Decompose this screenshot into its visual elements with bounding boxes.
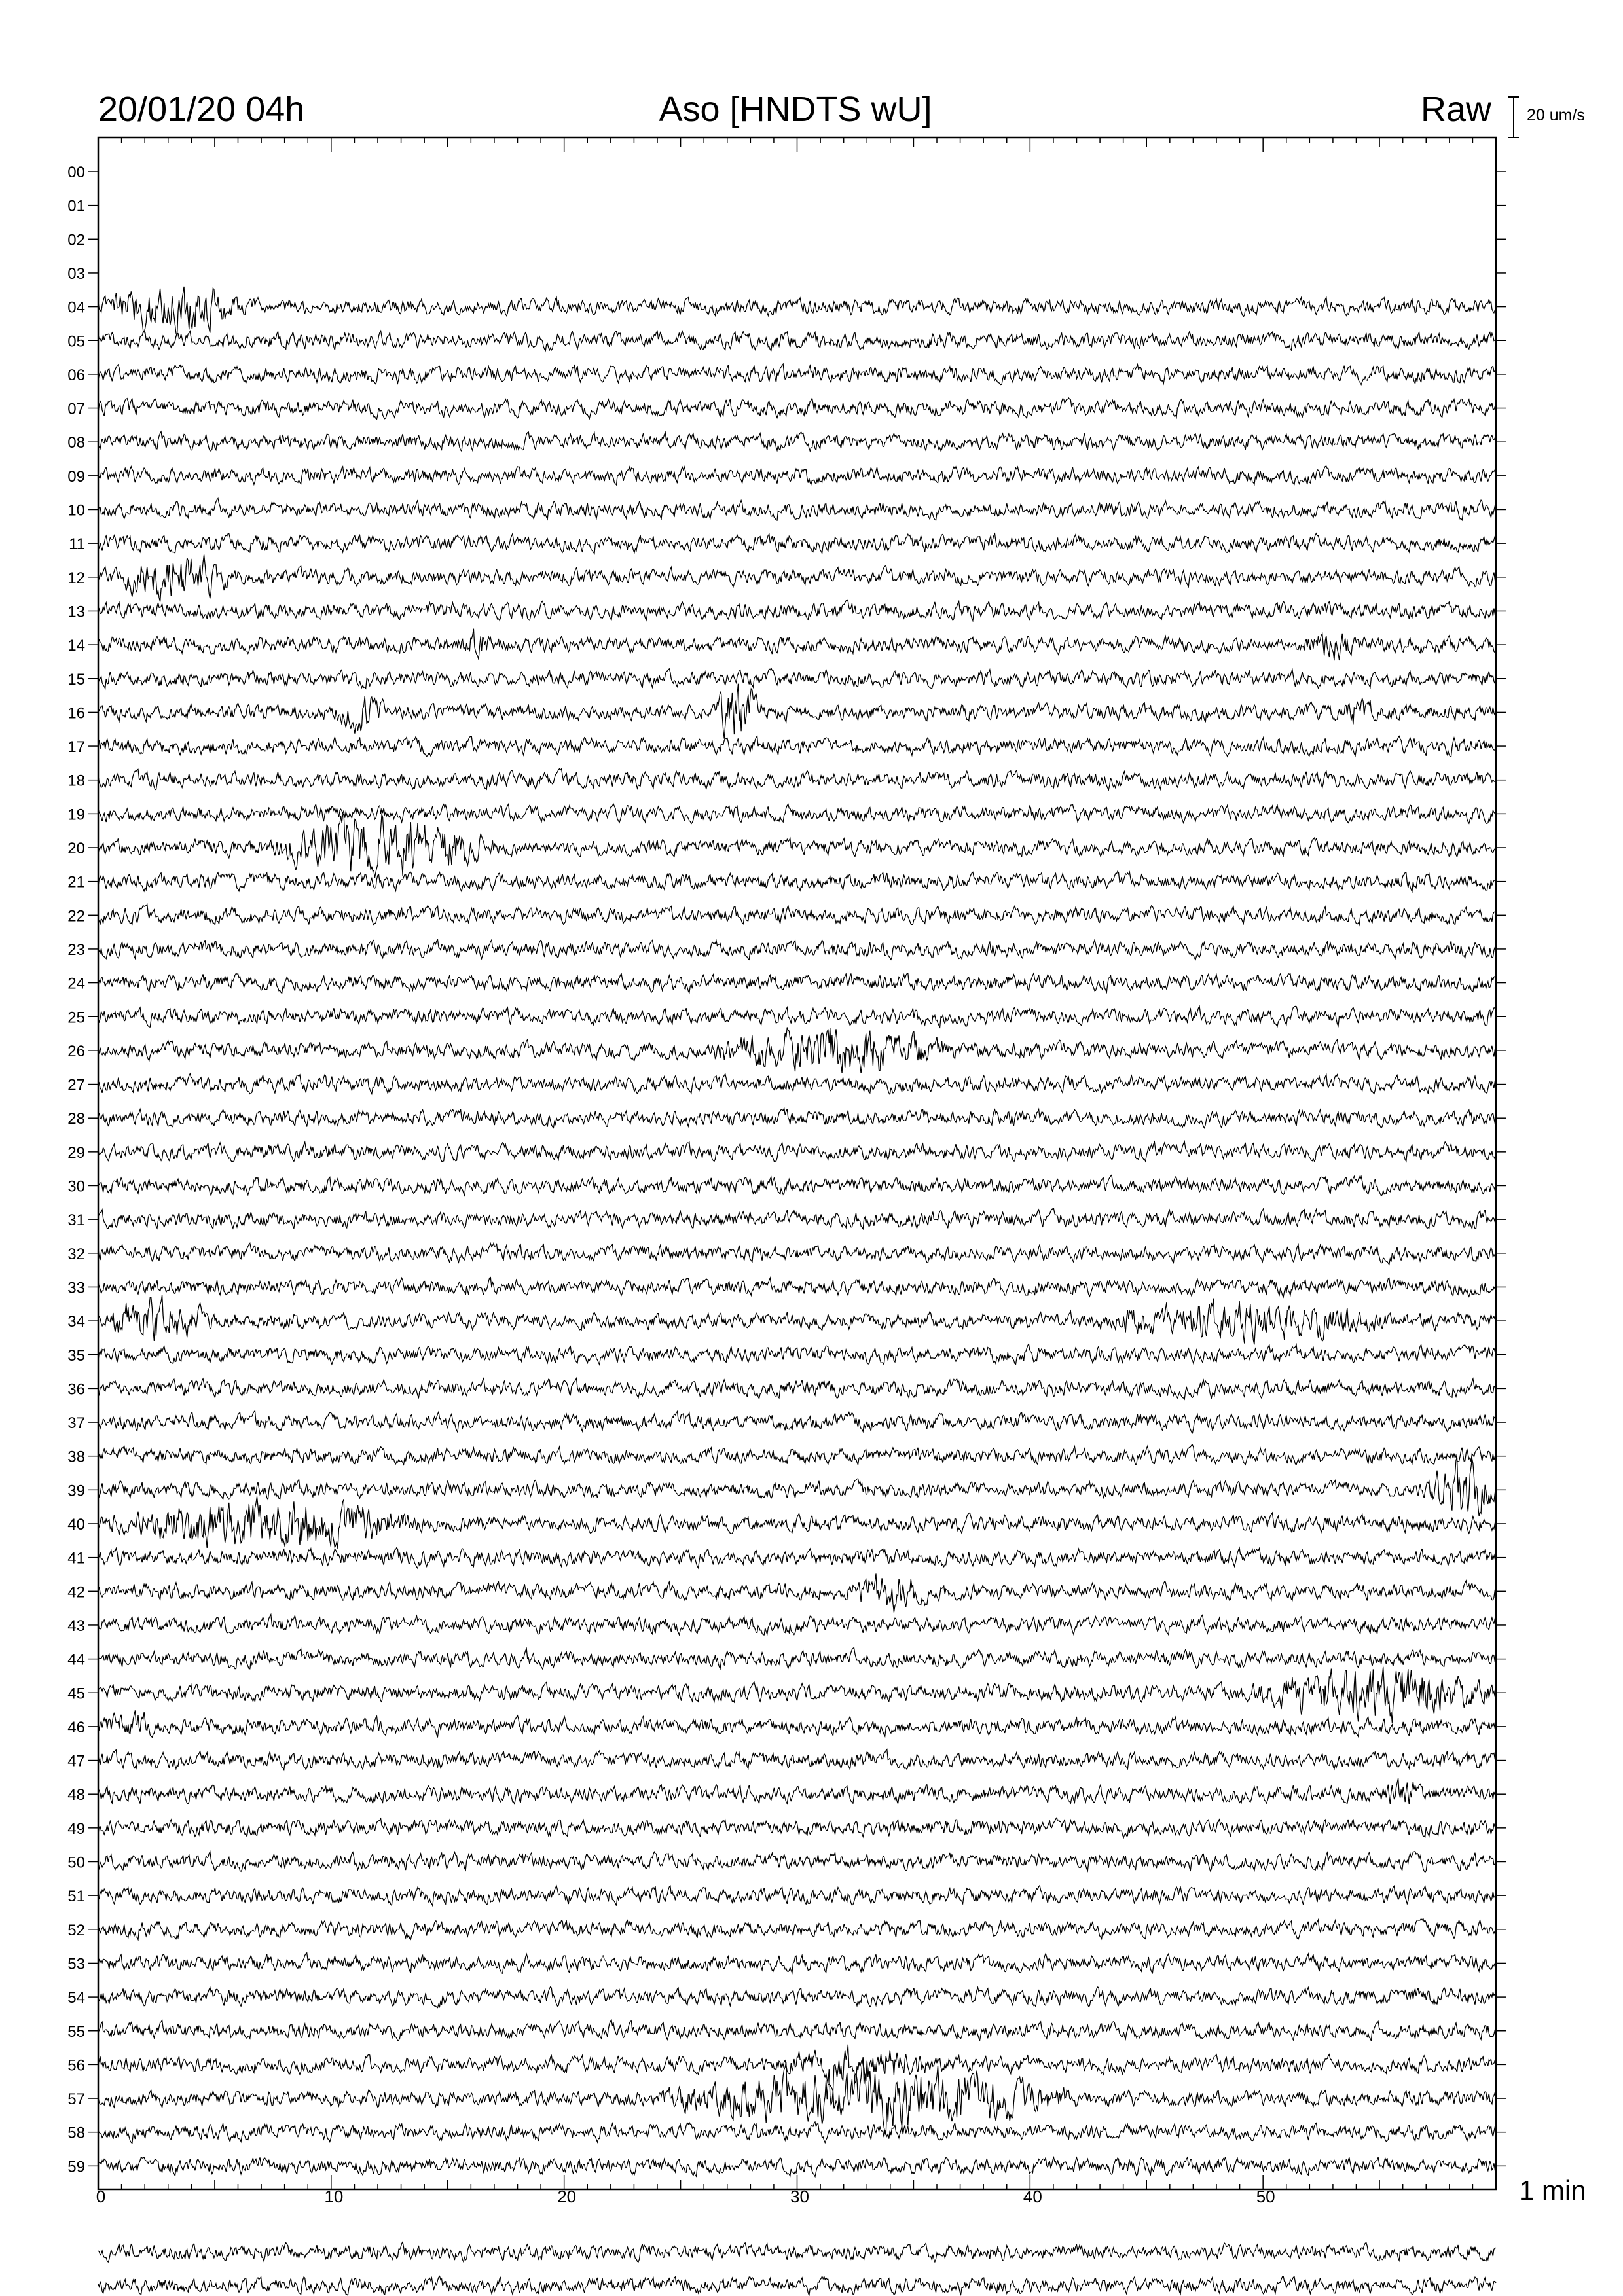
seismic-trace (98, 1378, 1496, 1399)
row-label: 07 (67, 400, 85, 418)
x-tick-label: 20 (557, 2187, 577, 2206)
seismic-trace (98, 973, 1496, 994)
row-label: 59 (67, 2158, 85, 2176)
row-label: 18 (67, 772, 85, 790)
seismic-trace (98, 364, 1496, 384)
seismic-trace (98, 600, 1496, 620)
row-label: 16 (67, 704, 85, 723)
mode-label: Raw (1420, 90, 1491, 129)
row-label: 48 (67, 1786, 85, 1804)
row-label: 57 (67, 2090, 85, 2109)
seismic-trace (98, 1175, 1496, 1196)
row-label: 40 (67, 1516, 85, 1534)
seismic-trace-extra (98, 2276, 1496, 2295)
row-label: 19 (67, 806, 85, 824)
seismic-trace (98, 1615, 1496, 1635)
x-tick-label: 50 (1256, 2187, 1275, 2206)
row-label: 47 (67, 1752, 85, 1770)
seismic-trace (98, 1141, 1496, 1162)
seismic-trace (98, 2057, 1496, 2135)
row-label: 41 (67, 1549, 85, 1568)
row-label: 53 (67, 1955, 85, 1973)
seismic-trace (98, 629, 1496, 661)
station-title: Aso [HNDTS wU] (659, 90, 932, 129)
row-label: 22 (67, 907, 85, 925)
row-label: 00 (67, 164, 85, 181)
row-label: 28 (67, 1110, 85, 1128)
seismic-trace (98, 814, 1496, 878)
row-label: 13 (67, 603, 85, 621)
seismic-trace (98, 1497, 1496, 1549)
time-unit-label: 1 min (1519, 2175, 1586, 2206)
row-label: 15 (67, 670, 85, 689)
seismic-trace (98, 1458, 1496, 1516)
seismic-trace (98, 1445, 1496, 1465)
row-label: 30 (67, 1177, 85, 1196)
seismic-trace (98, 1344, 1496, 1365)
row-label: 01 (67, 197, 85, 215)
x-tick-label: 10 (324, 2187, 344, 2206)
row-label: 51 (67, 1888, 85, 1906)
row-label: 34 (67, 1313, 85, 1331)
seismic-trace (98, 2045, 1496, 2092)
row-label: 31 (67, 1211, 85, 1230)
row-label: 38 (67, 1448, 85, 1466)
seismic-trace (98, 736, 1496, 757)
seismic-trace-extra (98, 2242, 1496, 2262)
row-label: 33 (67, 1279, 85, 1297)
row-label: 23 (67, 941, 85, 959)
seismic-trace (98, 1074, 1496, 1095)
amplitude-scale-label: 20 um/s (1527, 106, 1585, 124)
row-label: 52 (67, 1921, 85, 1939)
row-label: 04 (67, 298, 85, 317)
row-label: 08 (67, 434, 85, 452)
seismic-trace (98, 1006, 1496, 1027)
seismic-trace (98, 1278, 1496, 1297)
row-label: 05 (67, 332, 85, 351)
row-label: 58 (67, 2124, 85, 2142)
row-label: 14 (67, 637, 85, 655)
row-label: 35 (67, 1346, 85, 1365)
row-label: 56 (67, 2056, 85, 2075)
row-label: 25 (67, 1009, 85, 1027)
row-label: 55 (67, 2022, 85, 2041)
seismic-trace (98, 1818, 1496, 1837)
row-label: 50 (67, 1854, 85, 1872)
row-label: 26 (67, 1042, 85, 1060)
row-label: 06 (67, 366, 85, 384)
seismic-trace (98, 466, 1496, 485)
seismic-trace (98, 940, 1496, 960)
seismic-trace (98, 431, 1496, 451)
date-hour-label: 20/01/20 04h (98, 90, 305, 129)
row-label: 29 (67, 1143, 85, 1162)
x-tick-label: 30 (790, 2187, 809, 2206)
seismic-trace (98, 555, 1496, 602)
seismic-trace (98, 1987, 1496, 2008)
seismic-trace (98, 287, 1496, 337)
row-label: 11 (69, 535, 85, 554)
seismic-trace (98, 1749, 1496, 1770)
seismic-trace (98, 398, 1496, 419)
row-label: 54 (67, 1989, 85, 2007)
seismic-trace (98, 804, 1496, 824)
seismic-trace (98, 1886, 1496, 1906)
seismic-trace (98, 1667, 1496, 1723)
seismic-trace (98, 331, 1496, 351)
row-label: 39 (67, 1482, 85, 1500)
seismic-trace (98, 2122, 1496, 2144)
seismic-trace (98, 2020, 1496, 2041)
x-tick-label: 0 (96, 2187, 106, 2206)
amplitude-scale-bar (1508, 97, 1519, 137)
row-label: 42 (67, 1583, 85, 1602)
seismic-trace (98, 668, 1496, 689)
row-label: 46 (67, 1718, 85, 1736)
row-label: 17 (67, 738, 85, 757)
seismic-trace (98, 1953, 1496, 1973)
seismic-trace (98, 769, 1496, 790)
seismic-trace (98, 1647, 1496, 1668)
row-label: 09 (67, 467, 85, 486)
seismic-trace (98, 1852, 1496, 1873)
seismic-trace (98, 1028, 1496, 1073)
row-label: 37 (67, 1414, 85, 1433)
seismic-trace (98, 684, 1496, 739)
seismic-trace (98, 1411, 1496, 1433)
seismic-trace (98, 533, 1496, 554)
row-label: 10 (67, 501, 85, 520)
plot-frame (98, 137, 1496, 2189)
seismic-trace (98, 905, 1496, 925)
row-label: 49 (67, 1820, 85, 1838)
row-label: 36 (67, 1380, 85, 1399)
seismic-trace (98, 2157, 1496, 2177)
row-label: 21 (67, 873, 85, 891)
seismic-trace (98, 1573, 1496, 1612)
row-label: 12 (67, 569, 85, 587)
row-label: 24 (67, 975, 85, 993)
seismic-trace (98, 1108, 1496, 1128)
row-label: 02 (67, 231, 85, 249)
seismic-trace (98, 499, 1496, 521)
x-tick-label: 40 (1023, 2187, 1042, 2206)
row-label: 44 (67, 1651, 85, 1669)
seismic-trace (98, 1710, 1496, 1737)
row-label: 03 (67, 264, 85, 283)
seismic-trace (98, 1547, 1496, 1568)
row-label: 20 (67, 840, 85, 857)
row-label: 27 (67, 1076, 85, 1094)
row-label: 32 (67, 1245, 85, 1263)
seismic-trace (98, 1295, 1496, 1344)
seismic-trace (98, 1778, 1496, 1804)
seismic-trace (98, 871, 1496, 891)
row-label: 43 (67, 1617, 85, 1635)
seismic-trace (98, 1244, 1496, 1265)
row-label: 45 (67, 1685, 85, 1703)
seismic-trace (98, 1918, 1496, 1939)
seismic-trace (98, 1208, 1496, 1229)
